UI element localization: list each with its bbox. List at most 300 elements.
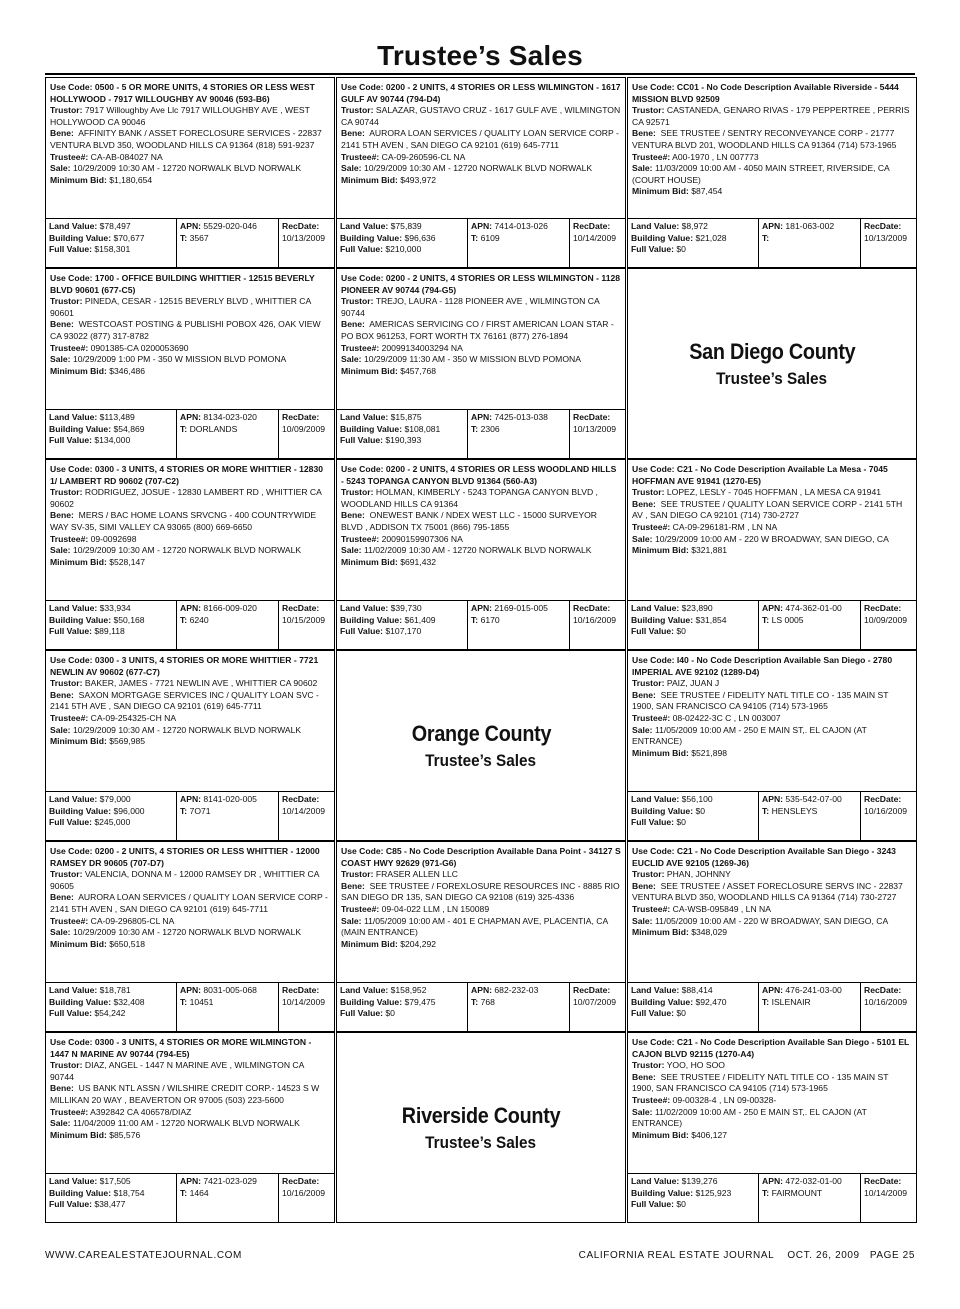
- value-column: [337, 601, 467, 649]
- trustor-value: TREJO, LAURA - 1128 PIONEER AVE , WILMINGTON CA 90744: [341, 296, 600, 318]
- full-label: Full Value:: [49, 435, 92, 446]
- listing-values: [628, 218, 916, 267]
- trustee-line: [50, 152, 330, 164]
- min-bid-line: [341, 939, 621, 951]
- listing-header: Use Code: 1700 - OFFICE BUILDING WHITTIER - 12515 BEVERLY BLVD 90601 (677-C5): [50, 273, 315, 295]
- trustee-value: 09-04-022 LLM , LN 150089: [381, 903, 490, 914]
- trustor-value: YOO, HO SOO: [666, 1060, 725, 1071]
- land-value: $33,934: [99, 603, 131, 613]
- min-bid-value: $321,881: [691, 545, 728, 556]
- sale-label: Sale:: [341, 354, 362, 365]
- t-value: 3567: [189, 232, 209, 243]
- recdate-label: RecDate:: [864, 1176, 902, 1186]
- trustor-value: RODRIGUEZ, JOSUE - 12830 LAMBERT RD , WHITTIER CA 90602: [50, 487, 322, 509]
- bene-value: SEE TRUSTEE / ASSET FORECLOSURE SERVS INC - 22837 VENTURA BLVD 350, WOODLAND HILLS CA 91364 (714) 730-2727: [632, 880, 903, 903]
- bene-line: [632, 128, 912, 151]
- apn-column: [467, 410, 569, 458]
- value-column: [628, 601, 758, 649]
- value-column: [46, 410, 176, 458]
- bene-line: [632, 690, 912, 713]
- recdate-value: 10/14/2009: [282, 805, 326, 816]
- recdate-label: RecDate:: [282, 221, 320, 231]
- trustor-label: Trustor:: [632, 869, 665, 880]
- apn-value: 535-542-07-00: [785, 794, 842, 804]
- trustor-line: [50, 1060, 330, 1083]
- apn-label: APN:: [471, 985, 493, 995]
- bene-line: [50, 892, 330, 915]
- county-section-heading: [336, 650, 626, 841]
- recdate-value: 10/14/2009: [864, 1187, 908, 1198]
- listing-card: [336, 77, 626, 268]
- t-label: T:: [180, 1187, 188, 1198]
- trustee-label: Trustee#:: [632, 903, 671, 914]
- building-value: $61,409: [404, 614, 436, 625]
- apn-column: [758, 1174, 860, 1222]
- min-bid-line: [50, 366, 330, 378]
- value-column: [628, 219, 758, 267]
- bene-line: [50, 690, 330, 713]
- full-value: $0: [676, 817, 686, 828]
- bene-line: [50, 128, 330, 151]
- trustor-line: [50, 678, 330, 690]
- min-bid-value: $346,486: [109, 365, 146, 376]
- trustor-value: LOPEZ, LESLY - 7045 HOFFMAN , LA MESA CA 91941: [666, 487, 882, 498]
- trustor-label: Trustor:: [632, 487, 665, 498]
- min-bid-label: Minimum Bid:: [341, 556, 398, 567]
- land-value: $139,276: [681, 1176, 718, 1186]
- trustee-label: Trustee#:: [50, 151, 89, 162]
- sale-line: [632, 725, 912, 748]
- trustor-label: Trustor:: [50, 1060, 83, 1071]
- listing-card: [45, 841, 335, 1032]
- building-label: Building Value:: [631, 614, 694, 625]
- trustor-line: [341, 296, 621, 319]
- trustee-value: CA-09-260596-CL NA: [381, 151, 466, 162]
- footer-website: WWW.CAREALESTATEJOURNAL.COM: [45, 1250, 242, 1261]
- building-value: $92,470: [695, 996, 727, 1007]
- apn-column: [176, 410, 278, 458]
- land-value: $56,100: [681, 794, 713, 804]
- sale-value: 10/29/2009 10:30 AM - 12720 NORWALK BLVD NORWALK: [363, 163, 593, 174]
- recdate-column: [569, 983, 625, 1031]
- apn-column: [176, 219, 278, 267]
- trustee-value: CA-09-296181-RM , LN NA: [672, 521, 778, 532]
- min-bid-line: [50, 175, 330, 187]
- recdate-label: RecDate:: [282, 603, 320, 613]
- title-rule: [45, 73, 915, 75]
- recdate-value: 10/16/2009: [864, 996, 908, 1007]
- trustee-line: [632, 1095, 912, 1107]
- trustor-line: [50, 296, 330, 319]
- recdate-column: [860, 792, 916, 840]
- sale-line: [341, 354, 621, 366]
- sale-line: [341, 163, 621, 175]
- apn-value: 472-032-01-00: [785, 1176, 842, 1186]
- trustee-value: CA-AB-084027 NA: [90, 151, 163, 162]
- trustee-line: [341, 904, 621, 916]
- recdate-label: RecDate:: [864, 221, 902, 231]
- building-label: Building Value:: [631, 1187, 694, 1198]
- trustee-label: Trustee#:: [341, 151, 380, 162]
- building-value: $50,168: [113, 614, 145, 625]
- min-bid-line: [632, 186, 912, 198]
- building-value: $21,028: [695, 232, 727, 243]
- county-section-heading: [627, 268, 917, 459]
- full-label: Full Value:: [631, 626, 674, 637]
- value-column: [46, 219, 176, 267]
- min-bid-value: $493,972: [400, 174, 437, 185]
- min-bid-label: Minimum Bid:: [341, 174, 398, 185]
- building-value: $108,081: [404, 423, 441, 434]
- bene-value: SAXON MORTGAGE SERVICES INC / QUALITY LOAN SVC - 2141 5TH AVE , SAN DIEGO CA 92101 (619) 645-7711: [50, 689, 319, 712]
- listing-card: [627, 77, 917, 268]
- listing-values: [46, 1173, 334, 1222]
- bene-line: [50, 1083, 330, 1106]
- listing-header: Use Code: 0300 - 3 UNITS, 4 STORIES OR MORE WILMINGTON - 1447 N MARINE AV 90744 (794-E5): [50, 1037, 312, 1059]
- listing-values: [337, 218, 625, 267]
- trustee-label: Trustee#:: [632, 521, 671, 532]
- sale-label: Sale:: [50, 354, 71, 365]
- full-label: Full Value:: [340, 244, 383, 255]
- listing-values: [46, 409, 334, 458]
- min-bid-label: Minimum Bid:: [632, 747, 689, 758]
- building-value: $54,869: [113, 423, 145, 434]
- building-value: $31,854: [695, 614, 727, 625]
- full-label: Full Value:: [49, 1008, 92, 1019]
- trustee-line: [341, 534, 621, 546]
- recdate-label: RecDate:: [864, 603, 902, 613]
- bene-line: [632, 881, 912, 904]
- listing-values: [46, 982, 334, 1031]
- sale-label: Sale:: [50, 163, 71, 174]
- value-column: [628, 983, 758, 1031]
- listing-values: [337, 600, 625, 649]
- min-bid-line: [341, 557, 621, 569]
- sale-value: 10/29/2009 10:30 AM - 12720 NORWALK BLVD NORWALK: [72, 545, 302, 556]
- sale-line: [50, 545, 330, 557]
- bene-value: US BANK NTL ASSN / WILSHIRE CREDIT CORP.- 14523 S W MILLIKAN 20 WAY , BEAVERTON OR 97005 (503) 223-5600: [50, 1083, 320, 1105]
- bene-label: Bene:: [632, 689, 656, 700]
- listing-values: [628, 982, 916, 1031]
- full-value: $0: [676, 1008, 686, 1019]
- recdate-column: [278, 1174, 334, 1222]
- bene-line: [632, 499, 912, 522]
- apn-column: [758, 601, 860, 649]
- sale-label: Sale:: [341, 545, 362, 556]
- sale-line: [632, 916, 912, 928]
- value-column: [628, 1174, 758, 1222]
- land-label: Land Value:: [631, 221, 680, 231]
- apn-label: APN:: [762, 985, 784, 995]
- trustee-value: 09-00328-4 , LN 09-00328-: [672, 1094, 777, 1105]
- trustor-label: Trustor:: [341, 296, 374, 307]
- listing-header: Use Code: 0300 - 3 UNITS, 4 STORIES OR MORE WHITTIER - 12830 1/ LAMBERT RD 90602 (707-C2): [50, 464, 323, 486]
- land-label: Land Value:: [49, 412, 98, 422]
- recdate-label: RecDate:: [573, 603, 611, 613]
- recdate-column: [278, 983, 334, 1031]
- county-name: Orange County: [411, 720, 551, 746]
- land-label: Land Value:: [340, 221, 389, 231]
- min-bid-value: $85,576: [109, 1129, 141, 1140]
- recdate-value: 10/07/2009: [573, 996, 617, 1007]
- recdate-column: [569, 601, 625, 649]
- recdate-column: [860, 983, 916, 1031]
- trustor-label: Trustor:: [50, 869, 83, 880]
- listing-header: Use Code: C21 - No Code Description Available San Diego - 3243 EUCLID AVE 92105 (1269-J6): [632, 846, 896, 868]
- min-bid-label: Minimum Bid:: [632, 927, 689, 938]
- min-bid-value: $691,432: [400, 556, 437, 567]
- listing-card: [627, 841, 917, 1032]
- full-value: $0: [385, 1008, 395, 1019]
- building-label: Building Value:: [631, 996, 694, 1007]
- recdate-label: RecDate:: [282, 794, 320, 804]
- full-label: Full Value:: [340, 626, 383, 637]
- full-label: Full Value:: [631, 817, 674, 828]
- apn-column: [467, 983, 569, 1031]
- value-column: [46, 983, 176, 1031]
- land-value: $158,952: [390, 985, 427, 995]
- trustor-value: PINEDA, CESAR - 12515 BEVERLY BLVD , WHITTIER CA 90601: [50, 296, 311, 318]
- trustee-line: [632, 904, 912, 916]
- value-column: [337, 410, 467, 458]
- t-label: T:: [762, 996, 770, 1007]
- trustor-label: Trustor:: [632, 105, 665, 116]
- bene-label: Bene:: [341, 510, 365, 521]
- land-label: Land Value:: [49, 794, 98, 804]
- sale-value: 10/29/2009 10:30 AM - 12720 NORWALK BLVD NORWALK: [72, 927, 302, 938]
- t-value: ISLENAIR: [771, 996, 811, 1007]
- listing-card: [45, 77, 335, 268]
- building-label: Building Value:: [340, 614, 403, 625]
- building-label: Building Value:: [49, 996, 112, 1007]
- land-value: $18,781: [99, 985, 131, 995]
- land-label: Land Value:: [340, 603, 389, 613]
- trustor-line: [50, 869, 330, 892]
- bene-line: [341, 510, 621, 533]
- recdate-label: RecDate:: [282, 1176, 320, 1186]
- full-value: $107,170: [385, 626, 422, 637]
- bene-value: AURORA LOAN SERVICES / QUALITY LOAN SERVICE CORP - 2141 5TH AVEN , SAN DIEGO CA 92101 (619) 645-7711: [341, 128, 619, 150]
- bene-label: Bene:: [50, 892, 74, 903]
- min-bid-line: [50, 736, 330, 748]
- apn-label: APN:: [180, 603, 202, 613]
- trustee-line: [50, 1107, 330, 1119]
- building-value: $96,636: [404, 232, 436, 243]
- full-value: $210,000: [385, 244, 422, 255]
- sale-line: [50, 354, 330, 366]
- full-label: Full Value:: [49, 626, 92, 637]
- recdate-label: RecDate:: [282, 412, 320, 422]
- apn-value: 8031-005-068: [203, 985, 257, 995]
- bene-value: ONEWEST BANK / NDEX WEST LLC - 15000 SURVEYOR BLVD , ADDISON TX 75001 (866) 795-1855: [341, 510, 597, 532]
- bene-label: Bene:: [632, 128, 656, 139]
- recdate-label: RecDate:: [282, 985, 320, 995]
- trustor-value: BAKER, JAMES - 7721 NEWLIN AVE , WHITTIER CA 90602: [84, 678, 318, 689]
- apn-column: [758, 219, 860, 267]
- min-bid-line: [50, 557, 330, 569]
- trustee-line: [632, 152, 912, 164]
- listing-values: [628, 791, 916, 840]
- listing-values: [46, 218, 334, 267]
- building-value: $70,677: [113, 232, 145, 243]
- min-bid-value: $1,180,654: [109, 174, 153, 185]
- listing-header: Use Code: 0200 - 2 UNITS, 4 STORIES OR LESS WHITTIER - 12000 RAMSEY DR 90605 (707-D7): [50, 846, 320, 868]
- land-value: $113,489: [99, 412, 135, 422]
- min-bid-line: [50, 1130, 330, 1142]
- county-name: Riverside County: [401, 1102, 561, 1128]
- bene-value: SEE TRUSTEE / FIDELITY NATL TITLE CO - 135 MAIN ST 1900, SAN FRANCISCO CA 94105 (714) 573-1965: [632, 689, 889, 712]
- recdate-value: 10/16/2009: [573, 614, 617, 625]
- trustor-value: VALENCIA, DONNA M - 12000 RAMSEY DR , WHITTIER CA 90605: [50, 869, 320, 891]
- recdate-column: [278, 410, 334, 458]
- apn-column: [467, 601, 569, 649]
- apn-column: [176, 983, 278, 1031]
- t-value: 10451: [189, 996, 214, 1007]
- sale-value: 11/02/2009 10:00 AM - 250 E MAIN ST,. EL CAJON (AT ENTRANCE): [632, 1106, 867, 1129]
- full-label: Full Value:: [49, 1199, 92, 1210]
- t-label: T:: [180, 805, 188, 816]
- trustor-line: [632, 487, 912, 499]
- trustor-line: [341, 869, 621, 881]
- apn-label: APN:: [180, 412, 202, 422]
- trustee-line: [632, 522, 912, 534]
- full-value: $38,477: [94, 1199, 126, 1210]
- listing-header: Use Code: 0300 - 3 UNITS, 4 STORIES OR MORE WHITTIER - 7721 NEWLIN AV 90602 (677-C7): [50, 655, 319, 677]
- sale-line: [50, 927, 330, 939]
- sale-line: [50, 1118, 330, 1130]
- land-label: Land Value:: [631, 1176, 680, 1186]
- listing-header: Use Code: 0200 - 2 UNITS, 4 STORIES OR LESS WILMINGTON - 1128 PIONEER AV 90744 (794-G5): [341, 273, 621, 295]
- recdate-value: 10/09/2009: [282, 423, 326, 434]
- min-bid-line: [632, 545, 912, 557]
- recdate-value: 10/16/2009: [282, 1187, 326, 1198]
- building-value: $32,408: [113, 996, 145, 1007]
- bene-label: Bene:: [50, 510, 74, 521]
- listing-header: Use Code: C21 - No Code Description Available La Mesa - 7045 HOFFMAN AVE 91941 (1270-E5): [632, 464, 888, 486]
- apn-column: [758, 792, 860, 840]
- sale-value: 11/05/2009 10:00 AM - 220 W BROADWAY, SAN DIEGO, CA: [654, 915, 889, 926]
- listing-card: [45, 459, 335, 650]
- recdate-label: RecDate:: [573, 221, 611, 231]
- bene-line: [341, 881, 621, 904]
- trustor-value: 7917 Willoughby Ave Llc 7917 WILLOUGHBY AVE , WEST HOLLYWOOD CA 90046: [50, 105, 310, 127]
- sale-value: 10/29/2009 1:00 PM - 350 W MISSION BLVD POMONA: [72, 354, 287, 365]
- recdate-value: 10/15/2009: [282, 614, 326, 625]
- listing-values: [628, 1173, 916, 1222]
- t-label: T:: [180, 232, 188, 243]
- footer-publication: CALIFORNIA REAL ESTATE JOURNAL OCT. 26, 2009 PAGE 25: [578, 1250, 915, 1261]
- trustor-value: DIAZ, ANGEL - 1447 N MARINE AVE , WILMINGTON CA 90744: [50, 1060, 304, 1082]
- apn-value: 8166-009-020: [203, 603, 257, 613]
- min-bid-label: Minimum Bid:: [50, 556, 107, 567]
- sale-label: Sale:: [50, 545, 71, 556]
- building-label: Building Value:: [631, 232, 694, 243]
- apn-value: 181-063-002: [785, 221, 835, 231]
- trustee-line: [50, 916, 330, 928]
- t-value: FAIRMOUNT: [771, 1187, 823, 1198]
- full-value: $190,393: [385, 435, 422, 446]
- min-bid-value: $348,029: [691, 927, 728, 938]
- apn-value: 5529-020-046: [203, 221, 257, 231]
- listing-card: [336, 268, 626, 459]
- apn-label: APN:: [762, 1176, 784, 1186]
- recdate-column: [278, 792, 334, 840]
- recdate-column: [278, 219, 334, 267]
- trustor-label: Trustor:: [50, 105, 83, 116]
- listing-header: Use Code: C85 - No Code Description Available Dana Point - 34127 S COAST HWY 92629 (971-G6): [341, 846, 621, 868]
- apn-value: 8141-020-005: [203, 794, 257, 804]
- land-value: $88,414: [681, 985, 713, 995]
- bene-label: Bene:: [341, 880, 365, 891]
- building-label: Building Value:: [49, 232, 112, 243]
- trustor-label: Trustor:: [341, 105, 374, 116]
- apn-label: APN:: [471, 221, 493, 231]
- trustee-label: Trustee#:: [50, 712, 89, 723]
- listing-card: [336, 841, 626, 1032]
- min-bid-line: [341, 175, 621, 187]
- apn-column: [176, 1174, 278, 1222]
- bene-value: SEE TRUSTEE / QUALITY LOAN SERVICE CORP - 2141 5TH AV , SAN DIEGO CA 92101 (714) 730-2727: [632, 498, 903, 521]
- min-bid-label: Minimum Bid:: [341, 938, 398, 949]
- bene-label: Bene:: [632, 880, 656, 891]
- sale-label: Sale:: [632, 915, 653, 926]
- trustee-label: Trustee#:: [632, 1094, 671, 1105]
- t-label: T:: [180, 996, 188, 1007]
- recdate-label: RecDate:: [864, 985, 902, 995]
- recdate-column: [860, 219, 916, 267]
- full-value: $158,301: [94, 244, 131, 255]
- value-column: [46, 601, 176, 649]
- trustor-line: [632, 105, 912, 128]
- value-column: [46, 1174, 176, 1222]
- building-label: Building Value:: [340, 423, 403, 434]
- land-label: Land Value:: [49, 985, 98, 995]
- sale-label: Sale:: [632, 1106, 653, 1117]
- min-bid-label: Minimum Bid:: [50, 736, 107, 747]
- sale-value: 11/04/2009 11:00 AM - 12720 NORWALK BLVD NORWALK: [72, 1118, 300, 1129]
- listing-card: [627, 650, 917, 841]
- min-bid-line: [341, 366, 621, 378]
- min-bid-label: Minimum Bid:: [50, 1129, 107, 1140]
- trustor-value: PHAN, JOHNNY: [666, 869, 731, 880]
- apn-column: [176, 792, 278, 840]
- recdate-value: 10/13/2009: [573, 423, 617, 434]
- full-label: Full Value:: [340, 1008, 383, 1019]
- min-bid-label: Minimum Bid:: [632, 186, 689, 197]
- apn-value: 7414-013-026: [494, 221, 548, 231]
- recdate-value: 10/16/2009: [864, 805, 908, 816]
- min-bid-value: $406,127: [691, 1129, 728, 1140]
- full-value: $0: [676, 626, 686, 637]
- recdate-label: RecDate:: [573, 985, 611, 995]
- apn-value: 474-362-01-00: [785, 603, 842, 613]
- county-subtitle: Trustee’s Sales: [425, 1132, 537, 1152]
- full-value: $0: [676, 1199, 686, 1210]
- listing-values: [628, 600, 916, 649]
- t-label: T:: [762, 614, 770, 625]
- listing-values: [46, 791, 334, 840]
- land-value: $8,972: [681, 221, 708, 231]
- sale-line: [50, 163, 330, 175]
- sale-value: 10/29/2009 10:30 AM - 12720 NORWALK BLVD NORWALK: [72, 724, 302, 735]
- trustee-label: Trustee#:: [341, 903, 380, 914]
- apn-value: 7421-023-029: [203, 1176, 257, 1186]
- trustor-value: SALAZAR, GUSTAVO CRUZ - 1617 GULF AVE , WILMINGTON CA 90744: [341, 105, 621, 127]
- building-label: Building Value:: [49, 423, 112, 434]
- sale-label: Sale:: [50, 1118, 71, 1129]
- bene-line: [50, 319, 330, 342]
- apn-label: APN:: [180, 1176, 202, 1186]
